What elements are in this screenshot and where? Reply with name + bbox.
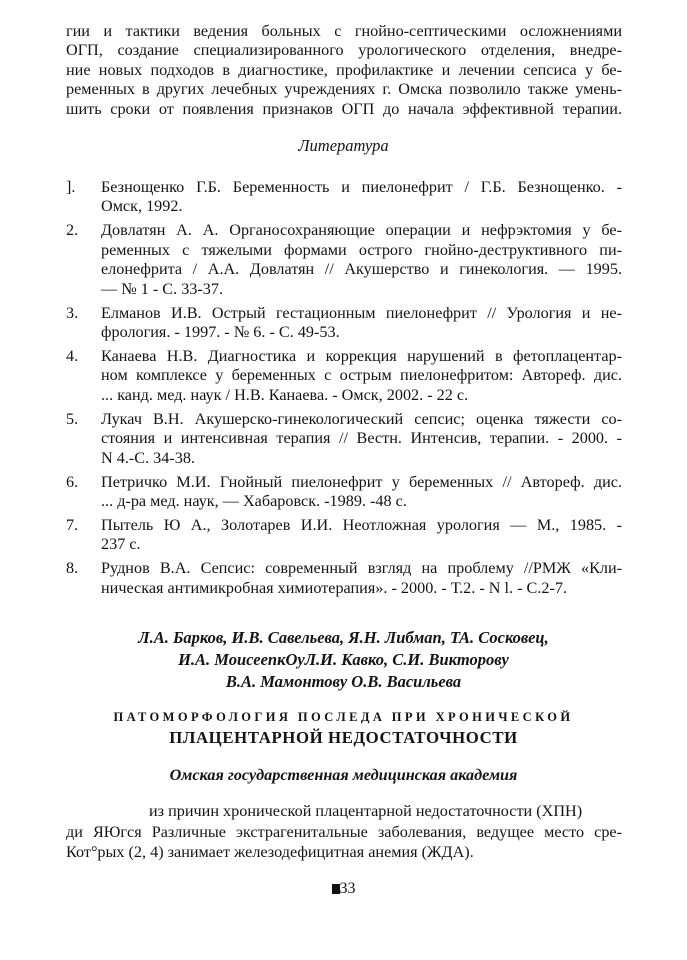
reference-item (66, 346, 622, 405)
reference-line: ническая антимикробная химиотерапия». - 2000. - Т.2. - N l. - С.2-7. (101, 578, 567, 597)
intro-line: шить сроки от появления признаков ОГП до начала эффективной терапии. (66, 99, 622, 118)
reference-line: ... д-ра мед. наук, — Хабаровск. -1989. -48 с. (101, 491, 407, 510)
authors-line: И.А. МоисеепкОуЛ.И. Кавко, С.И. Викторову (178, 650, 509, 669)
reference-item (66, 515, 622, 554)
reference-number: ]. (66, 178, 76, 196)
reference-line: Пытель Ю А., Золотарев И.И. Неотложная урология — М., 1985. - (101, 515, 622, 534)
intro-line: гии и тактики ведения больных с гнойно-септическими осложнениями (66, 22, 622, 40)
reference-number: 6. (66, 472, 79, 491)
reference-line: Омск, 1992. (101, 197, 183, 216)
article-title-line-1: ПАТОМОРФОЛОГИЯ ПОСЛЕДА ПРИ ХРОНИЧЕСКОЙ (113, 710, 574, 724)
reference-line: ном комплексе у беременных с острым пиелонефритом: Автореф. дис. (101, 366, 622, 385)
article-title-line-2: ПЛАЦЕНТАРНОЙ НЕДОСТАТОЧНОСТИ (169, 728, 518, 747)
reference-number: 4. (66, 346, 79, 365)
reference-line: Канаева Н.В. Диагностика и коррекция нарушений в фетоплацентар- (101, 346, 622, 365)
page-number (0, 880, 687, 898)
reference-line: ременных с тяжелыми формами острого гнойно-деструктивного пи- (101, 240, 622, 259)
reference-line: елонефрита / А.А. Довлатян // Акушерство и гинекология. — 1995. (101, 260, 622, 279)
reference-item (66, 409, 622, 468)
reference-line: ... канд. мед. наук / Н.В. Канаева. - Омск, 2002. - 22 с. (101, 385, 469, 404)
literature-heading: Литература (298, 136, 389, 155)
reference-number: 8. (66, 559, 79, 578)
reference-number: 5. (66, 409, 79, 428)
reference-line: — № 1 - С. 33-37. (101, 279, 224, 298)
page-number-text: 33 (339, 880, 356, 897)
body-line: ди ЯЮгся Различные экстрагенитальные заболевания, ведущее место сре- (66, 822, 622, 841)
reference-line: N 4.-С. 34-38. (101, 448, 195, 467)
body-line: из причин хронической плацентарной недостаточности (ХПН) (149, 802, 583, 820)
reference-item (66, 558, 622, 597)
intro-line: ременных в других лечебных учреждениях г. Омска позволило также умень- (66, 80, 622, 99)
reference-line: Петричко М.И. Гнойный пиелонефрит у беременных // Автореф. дис. (101, 472, 622, 491)
reference-line: Довлатян А. А. Органосохраняющие операции и нефрэктомия у бе- (101, 221, 622, 240)
reference-item (66, 303, 622, 342)
reference-line: стояния и интенсивная терапия // Вестн. Интенсив, терапии. - 2000. - (101, 429, 622, 448)
article-authors (0, 627, 687, 693)
reference-line: Елманов И.В. Острый гестационным пиелонефрит // Урология и не- (101, 303, 622, 322)
intro-line: ОГП, создание специализированного урологического отделения, внедре- (66, 41, 622, 60)
reference-line: фрология. - 1997. - № 6. - С. 49-53. (101, 322, 340, 341)
reference-item (66, 220, 622, 298)
reference-number: 7. (66, 515, 79, 534)
reference-line: 237 с. (101, 535, 141, 554)
authors-line: В.А. Мамонтову О.В. Васильева (225, 672, 462, 691)
reference-line: Безнощенко Г.Б. Беременность и пиелонефрит / Г.Б. Безнощенко. - (101, 178, 622, 196)
reference-line: Лукач В.Н. Акушерско-гинекологический сепсис; оценка тяжести со- (101, 409, 622, 428)
authors-line: Л.А. Барков, И.В. Савельева, Я.Н. Либмап, ТА. Сосковец, (138, 628, 549, 647)
reference-number: 2. (66, 221, 79, 240)
reference-list (66, 177, 622, 602)
reference-item (66, 472, 622, 511)
body-line: Кот°рых (2, 4) занимает железодефицитная анемия (ЖДА). (66, 843, 474, 861)
intro-paragraph (66, 22, 622, 119)
reference-item (66, 177, 622, 216)
page-mark (332, 884, 340, 894)
intro-line: ние новых подходов в диагностике, профилактике и лечении сепсиса у бе- (66, 60, 622, 79)
affiliation: Омская государственная медицинская академия (169, 766, 518, 784)
reference-number: 3. (66, 303, 79, 322)
body-paragraph (66, 801, 622, 863)
reference-line: Руднов В.А. Сепсис: современный взгляд на проблему //РМЖ «Кли- (101, 559, 622, 578)
